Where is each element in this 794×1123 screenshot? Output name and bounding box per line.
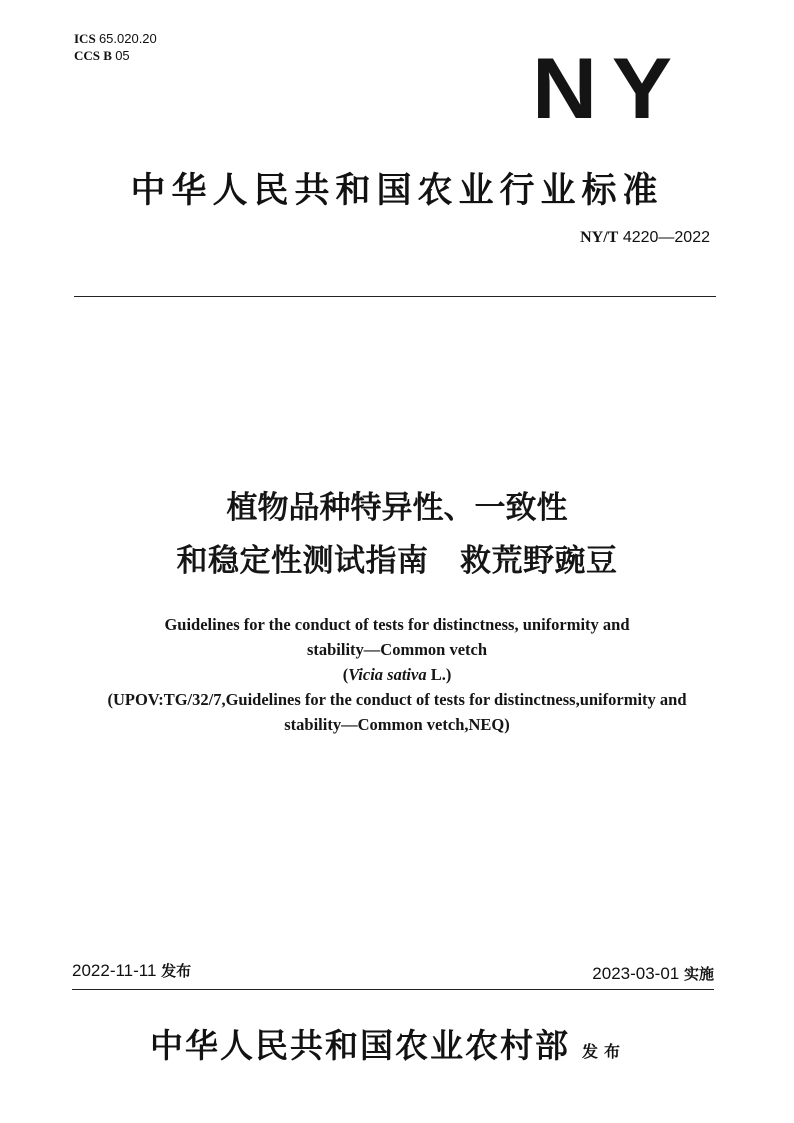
issue-date-label: 发布 xyxy=(161,962,192,980)
english-title-block xyxy=(40,612,754,737)
species-name-line xyxy=(40,662,754,687)
chinese-title-line-2: 和稳定性测试指南 救荒野豌豆 xyxy=(176,543,618,579)
standard-category-title: 中华人民共和国农业行业标准 xyxy=(130,171,664,211)
upov-reference-line-2: stability—Common vetch,NEQ) xyxy=(284,715,510,734)
standard-number-prefix: NY/T xyxy=(580,229,619,246)
effective-date xyxy=(592,963,714,984)
standard-number-value: 4220—2022 xyxy=(622,229,710,246)
effective-date-value: 2023-03-01 xyxy=(592,964,680,983)
chinese-title-line-1: 植物品种特异性、一致性 xyxy=(226,490,568,526)
footer-divider xyxy=(72,989,714,990)
ics-code: 65.020.20 xyxy=(98,31,157,46)
species-open-paren: ( xyxy=(342,665,349,684)
issuing-action: 发布 xyxy=(582,1042,627,1061)
standard-number xyxy=(580,229,710,247)
species-authority: L.) xyxy=(426,665,452,684)
ics-label: ICS xyxy=(74,31,96,46)
ccs-code-line xyxy=(74,47,157,64)
english-title-line-1: Guidelines for the conduct of tests for distinctness, uniformity and xyxy=(164,615,630,634)
ics-code-line xyxy=(74,30,157,47)
classification-codes xyxy=(74,30,157,64)
issue-date xyxy=(72,960,191,981)
effective-date-label: 实施 xyxy=(683,965,714,983)
ccs-code: 05 xyxy=(115,48,130,63)
issue-date-value: 2022-11-11 xyxy=(72,961,157,980)
issuing-authority: 中华人民共和国农业农村部 xyxy=(150,1026,570,1065)
species-scientific-name: Vicia sativa xyxy=(348,665,427,684)
upov-reference-line-1: (UPOV:TG/32/7,Guidelines for the conduct of tests for distinctness,uniformity and xyxy=(107,690,687,709)
header-divider xyxy=(74,296,716,297)
english-title-line-2: stability—Common vetch xyxy=(306,640,488,659)
ny-logo: NY xyxy=(532,41,687,137)
ccs-label: CCS B xyxy=(74,48,112,63)
